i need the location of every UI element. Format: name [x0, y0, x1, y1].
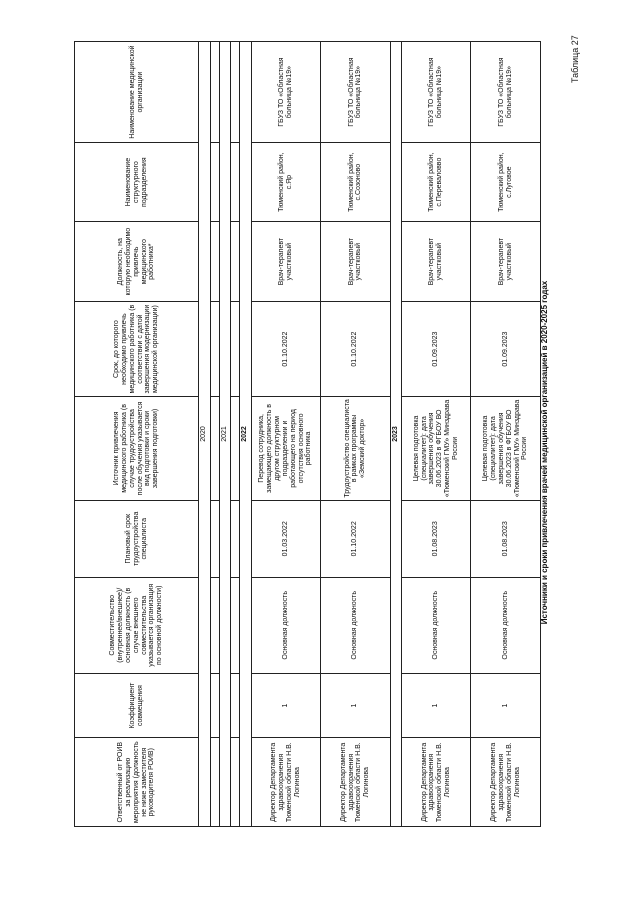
header-cell: Ответственный от РОИВ за реализацию мероприятия (должность не ниже заместителя руководителя РОИВ)	[75, 738, 199, 827]
cell-job-type: Основная должность	[321, 577, 391, 673]
cell-unit: Тюменский район, с.Яр	[251, 143, 321, 222]
cell-responsible: Директор Департамента здравоохранения Тюменской области Н.В. Логинова	[321, 738, 391, 827]
cell-position: Врач-терапевт участковый	[401, 222, 471, 302]
cell-responsible: Директор Департамента здравоохранения Тюменской области Н.В. Логинова	[251, 738, 321, 827]
cell-organization: ГБУЗ ТО «Областная больница №19»	[251, 42, 321, 143]
cell-coefficient: 1	[251, 673, 321, 738]
sources-table	[74, 41, 541, 827]
header-cell: Наименование медицинской организации	[75, 42, 199, 143]
cell-responsible: Директор Департамента здравоохранения Тюменской области Н.В. Логинова	[401, 738, 471, 827]
table-row	[321, 42, 391, 827]
header-cell: Наименование структурного подразделения	[75, 143, 199, 222]
table-wrapper	[74, 41, 541, 827]
year-row	[199, 42, 210, 827]
cell-plan-date: 01.08.2023	[401, 500, 471, 577]
cell-organization: ГБУЗ ТО «Областная больница №19»	[321, 42, 391, 143]
cell-job-type: Основная должность	[471, 577, 541, 673]
table-number: Таблица 27	[570, 35, 580, 83]
cell-position: Врач-терапевт участковый	[321, 222, 391, 302]
year-label: 2021	[219, 42, 230, 827]
year-label: 2020	[199, 42, 210, 827]
cell-deadline: 01.09.2023	[471, 302, 541, 397]
header-cell: Плановый срок трудоустройства специалиста	[75, 500, 199, 577]
cell-unit: Тюменский район, с.Переваловво	[401, 143, 471, 222]
cell-deadline: 01.10.2022	[251, 302, 321, 397]
header-cell: Срок, до которого необходимо привлечь медицинского работника (в соответствии с датой завершения модернизации медицинской организации)	[75, 302, 199, 397]
table-row	[251, 42, 321, 827]
year-row	[219, 42, 230, 827]
cell-responsible: Директор Департамента здравоохранения Тюменской области Н.В. Логинова	[471, 738, 541, 827]
cell-job-type: Основная должность	[401, 577, 471, 673]
cell-source: Перевод сотрудника, замещающего должность в другом структурном подразделении и работающего на период отсутствия основного работника	[251, 397, 321, 501]
cell-job-type: Основная должность	[251, 577, 321, 673]
cell-deadline: 01.10.2022	[321, 302, 391, 397]
cell-position: Врач-терапевт участковый	[251, 222, 321, 302]
year-label: 2022	[240, 42, 251, 827]
empty-row	[210, 42, 219, 827]
table-row	[401, 42, 471, 827]
cell-unit: Тюменский район, с.Луговое	[471, 143, 541, 222]
cell-coefficient: 1	[471, 673, 541, 738]
cell-organization: ГБУЗ ТО «Областная больница №19»	[401, 42, 471, 143]
header-cell: Источник привлечения медицинского работника (в случае трудоустройства после обучения указывается вид подготовки и сроки завершения подготовки)	[75, 397, 199, 501]
cell-plan-date: 01.08.2023	[471, 500, 541, 577]
header-cell: Коэффициент совмещения	[75, 673, 199, 738]
cell-source: Целевая подготовка (специалитет): дата завершения обучения 30.06.2023 в ФГБОУ ВО «Тюменский ГМУ» Минздрава России	[471, 397, 541, 501]
header-row	[75, 42, 199, 827]
cell-source: Целевая подготовка (специалитет): дата завершения обучения 30.06.2023 в ФГБОУ ВО «Тюменский ГМУ» Минздрава России	[401, 397, 471, 501]
year-row	[390, 42, 401, 827]
cell-organization: ГБУЗ ТО «Областная больница №19»	[471, 42, 541, 143]
cell-plan-date: 01.10.2022	[321, 500, 391, 577]
cell-plan-date: 01.03.2022	[251, 500, 321, 577]
cell-coefficient: 1	[401, 673, 471, 738]
cell-source: Трудоустройство специалиста в рамках программы «Земский доктор»	[321, 397, 391, 501]
header-cell: Совместительство (внутреннее/внешнее)/ основная должность (в случае внешнего совместительства указывается организация по основной должности)	[75, 577, 199, 673]
header-cell: Должность, на которую необходимо привлечь медицинского работника*	[75, 222, 199, 302]
cell-coefficient: 1	[321, 673, 391, 738]
table-row	[471, 42, 541, 827]
year-label: 2023	[390, 42, 401, 827]
empty-row	[231, 42, 240, 827]
year-row	[240, 42, 251, 827]
cell-unit: Тюменский район, с.Созоново	[321, 143, 391, 222]
table-caption: Источники и сроки привлечения врачей медицинской организацией в 2020-2025 годах	[540, 280, 549, 625]
cell-deadline: 01.09.2023	[401, 302, 471, 397]
cell-position: Врач-терапевт участковый	[471, 222, 541, 302]
